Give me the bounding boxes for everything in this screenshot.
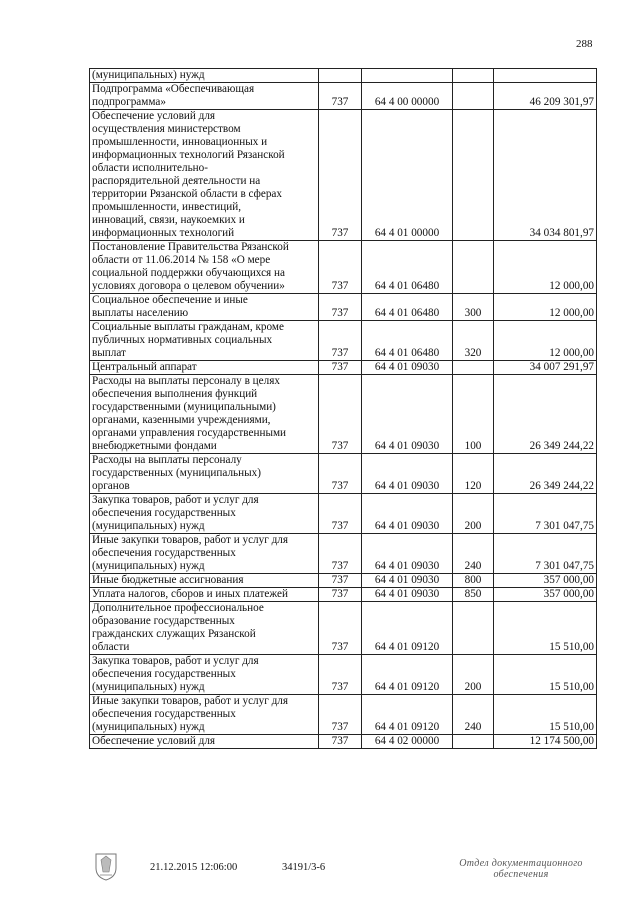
row-amount-text: 7 301 047,75	[535, 560, 594, 572]
row-target-article-cell	[362, 534, 453, 574]
row-name-text: Постановление Правительства Рязанской области от 11.06.2014 № 158 «О мере социальной поддержки обучающихся на условиях договора о целевом обучении»	[92, 241, 289, 292]
table-row	[90, 588, 597, 602]
table-row	[90, 655, 597, 695]
row-name-cell	[90, 735, 319, 749]
table-row	[90, 534, 597, 574]
row-expense-type-text: 200	[464, 681, 482, 693]
row-name-cell	[90, 588, 319, 602]
row-target-article-cell	[362, 494, 453, 534]
row-name-cell	[90, 574, 319, 588]
row-name-cell	[90, 69, 319, 83]
row-expense-type-cell	[453, 735, 494, 749]
row-expense-type-cell	[453, 655, 494, 695]
row-name-cell	[90, 454, 319, 494]
row-ministry-code-text: 737	[331, 280, 349, 292]
row-expense-type-text: 300	[464, 307, 482, 319]
row-expense-type-cell	[453, 69, 494, 83]
row-amount-cell	[494, 294, 597, 321]
coat-of-arms-icon	[92, 850, 120, 882]
row-name-cell	[90, 294, 319, 321]
row-target-article-cell	[362, 69, 453, 83]
row-amount-cell	[494, 83, 597, 110]
row-target-article-text: 64 4 02 00000	[374, 735, 440, 747]
row-expense-type-text: 240	[464, 560, 482, 572]
row-target-article-cell	[362, 110, 453, 241]
row-target-article-cell	[362, 695, 453, 735]
row-name-text: Закупка товаров, работ и услуг для обеспечения государственных (муниципальных) нужд	[92, 494, 259, 532]
row-expense-type-cell	[453, 375, 494, 454]
row-amount-text: 15 510,00	[549, 721, 594, 733]
row-ministry-code-text: 737	[331, 520, 349, 532]
row-ministry-code-text: 737	[331, 361, 349, 373]
row-expense-type-text: 850	[464, 588, 482, 600]
row-amount-cell	[494, 454, 597, 494]
department-stamp: Отдел документационного обеспечения	[459, 858, 583, 880]
row-ministry-code-cell	[319, 110, 362, 241]
row-name-cell	[90, 321, 319, 361]
row-amount-cell	[494, 375, 597, 454]
row-ministry-code-cell	[319, 361, 362, 375]
row-expense-type-cell	[453, 588, 494, 602]
footer-doc-number: 34191/3-6	[282, 862, 326, 873]
page-number: 288	[576, 38, 593, 50]
row-name-text: (муниципальных) нужд	[92, 69, 205, 81]
row-expense-type-text: 120	[464, 480, 482, 492]
table-row	[90, 454, 597, 494]
row-expense-type-text: 200	[464, 520, 482, 532]
row-amount-cell	[494, 602, 597, 655]
row-amount-cell	[494, 574, 597, 588]
row-target-article-cell	[362, 241, 453, 294]
row-ministry-code-cell	[319, 534, 362, 574]
row-target-article-text: 64 4 01 09030	[374, 560, 440, 572]
row-target-article-cell	[362, 294, 453, 321]
row-amount-text: 26 349 244,22	[529, 440, 594, 452]
row-name-cell	[90, 241, 319, 294]
row-expense-type-cell	[453, 83, 494, 110]
row-target-article-cell	[362, 574, 453, 588]
row-target-article-text: 64 4 01 09120	[374, 641, 440, 653]
row-expense-type-text: 320	[464, 347, 482, 359]
row-target-article-cell	[362, 602, 453, 655]
row-name-text: Расходы на выплаты персоналу в целях обеспечения выполнения функций государственными (муниципальными) органами, казенными учреждениями, органами управления государственными внебюджетными фондами	[92, 375, 287, 452]
row-amount-text: 26 349 244,22	[529, 480, 594, 492]
row-amount-text: 34 007 291,97	[529, 361, 594, 373]
row-target-article-cell	[362, 735, 453, 749]
row-ministry-code-text: 737	[331, 440, 349, 452]
row-ministry-code-cell	[319, 83, 362, 110]
row-name-text: Иные бюджетные ассигнования	[92, 574, 244, 586]
row-target-article-text: 64 4 01 09030	[374, 480, 440, 492]
row-target-article-cell	[362, 454, 453, 494]
row-target-article-cell	[362, 321, 453, 361]
row-amount-cell	[494, 534, 597, 574]
row-name-cell	[90, 361, 319, 375]
row-name-cell	[90, 375, 319, 454]
row-ministry-code-cell	[319, 588, 362, 602]
row-ministry-code-cell	[319, 294, 362, 321]
row-name-cell	[90, 602, 319, 655]
row-name-text: Иные закупки товаров, работ и услуг для обеспечения государственных (муниципальных) нужд	[92, 695, 289, 733]
row-target-article-text: 64 4 01 06480	[374, 347, 440, 359]
table-row	[90, 375, 597, 454]
row-name-text: Подпрограмма «Обеспечивающая подпрограмма»	[92, 83, 255, 108]
row-name-cell	[90, 83, 319, 110]
row-expense-type-cell	[453, 241, 494, 294]
row-target-article-text: 64 4 01 06480	[374, 280, 440, 292]
row-ministry-code-text: 737	[331, 574, 349, 586]
row-ministry-code-text: 737	[331, 721, 349, 733]
row-amount-cell	[494, 241, 597, 294]
row-ministry-code-cell	[319, 241, 362, 294]
row-amount-text: 12 174 500,00	[529, 735, 594, 747]
row-ministry-code-cell	[319, 735, 362, 749]
row-name-text: Иные закупки товаров, работ и услуг для обеспечения государственных (муниципальных) нужд	[92, 534, 289, 572]
budget-table	[89, 68, 597, 749]
row-expense-type-cell	[453, 574, 494, 588]
row-name-text: Расходы на выплаты персоналу государственных (муниципальных) органов	[92, 454, 261, 492]
row-amount-cell	[494, 735, 597, 749]
row-name-text: Обеспечение условий для осуществления министерством промышленности, инновационных и информационных технологий Рязанской области исполнительно- распорядительной деятельности на территории Рязанской области в сферах промышленности, инвестиций, инноваций, связи, наукоемких и информационных технологий	[92, 110, 285, 239]
footer	[0, 858, 640, 892]
row-target-article-text: 64 4 01 00000	[374, 227, 440, 239]
row-target-article-cell	[362, 361, 453, 375]
row-ministry-code-text: 737	[331, 307, 349, 319]
row-name-text: Социальные выплаты гражданам, кроме публичных нормативных социальных выплат	[92, 321, 284, 359]
footer-datetime: 21.12.2015 12:06:00	[150, 862, 238, 873]
row-target-article-text: 64 4 01 09030	[374, 588, 440, 600]
row-target-article-cell	[362, 375, 453, 454]
row-amount-cell	[494, 655, 597, 695]
table-row	[90, 294, 597, 321]
row-ministry-code-text: 737	[331, 480, 349, 492]
row-name-cell	[90, 655, 319, 695]
row-ministry-code-cell	[319, 494, 362, 534]
row-expense-type-cell	[453, 110, 494, 241]
row-ministry-code-text: 737	[331, 347, 349, 359]
row-name-cell	[90, 534, 319, 574]
table-row	[90, 735, 597, 749]
row-expense-type-cell	[453, 695, 494, 735]
row-amount-text: 34 034 801,97	[529, 227, 594, 239]
table-row	[90, 602, 597, 655]
table-row	[90, 321, 597, 361]
row-expense-type-cell	[453, 294, 494, 321]
row-target-article-text: 64 4 01 09030	[374, 520, 440, 532]
row-expense-type-text: 100	[464, 440, 482, 452]
row-ministry-code-cell	[319, 602, 362, 655]
row-name-text: Центральный аппарат	[92, 361, 197, 373]
row-ministry-code-text: 737	[331, 560, 349, 572]
row-ministry-code-cell	[319, 321, 362, 361]
table-row	[90, 695, 597, 735]
row-amount-cell	[494, 110, 597, 241]
row-target-article-text: 64 4 00 00000	[374, 96, 440, 108]
row-ministry-code-cell	[319, 69, 362, 83]
row-expense-type-text: 240	[464, 721, 482, 733]
row-ministry-code-text: 737	[331, 735, 349, 747]
row-target-article-text: 64 4 01 09120	[374, 681, 440, 693]
row-name-text: Закупка товаров, работ и услуг для обеспечения государственных (муниципальных) нужд	[92, 655, 259, 693]
row-expense-type-cell	[453, 361, 494, 375]
row-expense-type-cell	[453, 602, 494, 655]
row-name-cell	[90, 110, 319, 241]
row-expense-type-cell	[453, 321, 494, 361]
row-target-article-text: 64 4 01 06480	[374, 307, 440, 319]
row-amount-text: 357 000,00	[543, 588, 594, 600]
row-expense-type-text: 800	[464, 574, 482, 586]
row-name-text: Обеспечение условий для	[92, 735, 216, 747]
row-expense-type-cell	[453, 454, 494, 494]
row-name-text: Дополнительное профессиональное образование государственных гражданских служащих Рязанской области	[92, 602, 264, 653]
row-target-article-cell	[362, 588, 453, 602]
row-amount-text: 357 000,00	[543, 574, 594, 586]
row-ministry-code-cell	[319, 454, 362, 494]
row-amount-cell	[494, 361, 597, 375]
table-row	[90, 574, 597, 588]
row-target-article-text: 64 4 01 09120	[374, 721, 440, 733]
row-amount-text: 12 000,00	[549, 280, 594, 292]
row-ministry-code-cell	[319, 375, 362, 454]
table-row	[90, 110, 597, 241]
row-target-article-cell	[362, 83, 453, 110]
row-ministry-code-text: 737	[331, 96, 349, 108]
row-amount-text: 7 301 047,75	[535, 520, 594, 532]
row-amount-cell	[494, 588, 597, 602]
row-ministry-code-text: 737	[331, 227, 349, 239]
table-row	[90, 241, 597, 294]
row-target-article-text: 64 4 01 09030	[374, 361, 440, 373]
table-row	[90, 361, 597, 375]
row-target-article-cell	[362, 655, 453, 695]
row-amount-cell	[494, 695, 597, 735]
row-amount-text: 12 000,00	[549, 347, 594, 359]
row-ministry-code-cell	[319, 574, 362, 588]
row-amount-text: 12 000,00	[549, 307, 594, 319]
row-ministry-code-text: 737	[331, 681, 349, 693]
row-expense-type-cell	[453, 494, 494, 534]
row-amount-text: 15 510,00	[549, 681, 594, 693]
row-amount-text: 15 510,00	[549, 641, 594, 653]
row-amount-cell	[494, 321, 597, 361]
row-name-cell	[90, 695, 319, 735]
row-ministry-code-text: 737	[331, 641, 349, 653]
row-name-cell	[90, 494, 319, 534]
row-amount-cell	[494, 69, 597, 83]
row-name-text: Уплата налогов, сборов и иных платежей	[92, 588, 288, 600]
row-amount-text: 46 209 301,97	[529, 96, 594, 108]
table-row	[90, 69, 597, 83]
row-name-text: Социальное обеспечение и иные выплаты населению	[92, 294, 248, 319]
table-row	[90, 494, 597, 534]
row-amount-cell	[494, 494, 597, 534]
table-row	[90, 83, 597, 110]
row-ministry-code-text: 737	[331, 588, 349, 600]
row-ministry-code-cell	[319, 655, 362, 695]
row-target-article-text: 64 4 01 09030	[374, 574, 440, 586]
row-target-article-text: 64 4 01 09030	[374, 440, 440, 452]
row-ministry-code-cell	[319, 695, 362, 735]
row-expense-type-cell	[453, 534, 494, 574]
